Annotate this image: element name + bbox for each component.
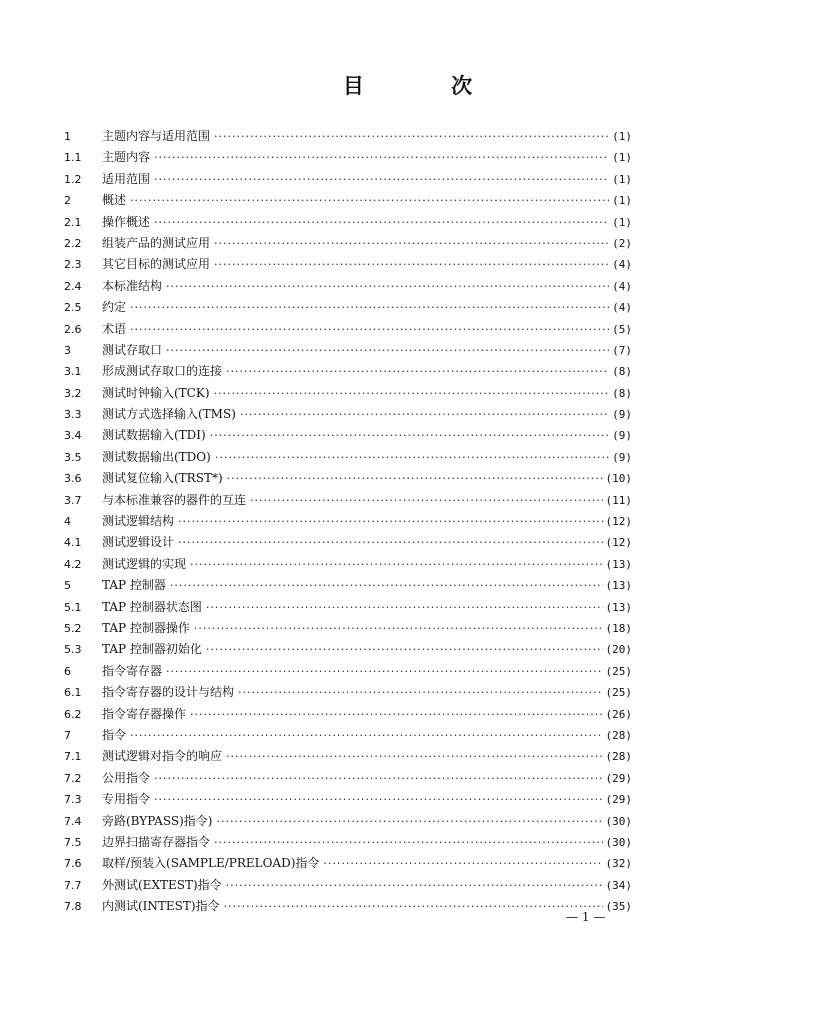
toc-entry	[64, 340, 632, 361]
toc-dot-leader	[323, 853, 602, 874]
toc-entry-page: (12)	[605, 515, 632, 529]
toc-entry-number: 2.3	[64, 258, 82, 272]
toc-entry-number: 2	[64, 194, 71, 208]
toc-entry-number: 5	[64, 579, 71, 593]
toc-dot-leader	[206, 639, 603, 660]
toc-dot-leader	[178, 532, 602, 553]
table-of-contents	[64, 126, 632, 917]
toc-entry	[64, 746, 632, 767]
toc-entry-page: (20)	[605, 643, 632, 657]
toc-entry-number: 6.2	[64, 707, 82, 721]
toc-entry-title: TAP 控制器状态图	[102, 599, 202, 614]
toc-entry	[64, 682, 632, 703]
toc-dot-leader	[210, 425, 609, 446]
toc-dot-leader	[130, 297, 609, 318]
toc-dot-leader	[166, 340, 609, 361]
toc-entry	[64, 811, 632, 832]
toc-entry-number: 7.2	[64, 771, 82, 785]
toc-entry-page: (29)	[605, 771, 632, 785]
toc-entry-number: 4.2	[64, 557, 82, 571]
toc-entry-title: 其它目标的测试应用	[102, 257, 211, 272]
toc-entry-page: (10)	[605, 472, 632, 486]
toc-entry	[64, 169, 632, 190]
toc-entry	[64, 190, 632, 211]
toc-dot-leader	[214, 383, 610, 404]
toc-entry-page: (8)	[612, 386, 632, 400]
toc-entry-title: TAP 控制器操作	[102, 620, 190, 635]
toc-entry	[64, 254, 632, 275]
toc-entry	[64, 532, 632, 553]
toc-entry-number: 3.2	[64, 386, 82, 400]
toc-entry-page: (34)	[605, 878, 632, 892]
toc-entry-number: 3.1	[64, 365, 82, 379]
toc-entry-number: 3.5	[64, 450, 82, 464]
toc-entry-title: 测试数据输入(TDI)	[102, 428, 206, 443]
toc-entry-number: 5.3	[64, 643, 82, 657]
toc-entry	[64, 404, 632, 425]
toc-entry-title: 取样/预装入(SAMPLE/PRELOAD)指令	[102, 856, 320, 871]
toc-entry-page: (4)	[612, 301, 632, 315]
toc-entry-number: 4	[64, 515, 71, 529]
toc-entry-title: 指令	[102, 727, 127, 742]
toc-dot-leader	[240, 404, 609, 425]
toc-entry-number: 5.2	[64, 621, 82, 635]
toc-entry-page: (1)	[612, 151, 632, 165]
toc-entry-page: (4)	[612, 279, 632, 293]
toc-entry-page: (28)	[605, 750, 632, 764]
toc-dot-leader	[214, 233, 609, 254]
toc-entry-title: 测试存取口	[102, 342, 163, 357]
toc-entry	[64, 597, 632, 618]
toc-entry-page: (8)	[612, 365, 632, 379]
toc-entry-number: 2.5	[64, 301, 82, 315]
toc-dot-leader	[154, 147, 609, 168]
toc-entry-page: (30)	[605, 814, 632, 828]
toc-entry-title: 与本标准兼容的器件的互连	[102, 492, 247, 507]
toc-entry-page: (25)	[605, 664, 632, 678]
toc-entry-page: (11)	[605, 493, 632, 507]
toc-entry	[64, 618, 632, 639]
toc-entry-title: 旁路(BYPASS)指令)	[102, 813, 213, 828]
toc-entry	[64, 490, 632, 511]
toc-entry-page: (5)	[612, 322, 632, 336]
toc-dot-leader	[190, 704, 602, 725]
toc-entry-title: 测试逻辑的实现	[102, 556, 187, 571]
toc-entry	[64, 832, 632, 853]
toc-entry-title: 适用范围	[102, 171, 151, 186]
toc-dot-leader	[154, 768, 602, 789]
toc-entry-title: 边界扫描寄存器指令	[102, 834, 211, 849]
toc-entry-page: (1)	[612, 215, 632, 229]
toc-entry-number: 7.5	[64, 835, 82, 849]
toc-entry	[64, 383, 632, 404]
toc-entry-number: 7.6	[64, 857, 82, 871]
toc-dot-leader	[250, 490, 602, 511]
toc-entry	[64, 896, 632, 917]
toc-dot-leader	[154, 212, 609, 233]
toc-entry-page: (9)	[612, 429, 632, 443]
toc-dot-leader	[154, 789, 602, 810]
toc-dot-leader	[130, 190, 609, 211]
toc-entry-title: TAP 控制器初始化	[102, 642, 202, 657]
toc-dot-leader	[214, 832, 602, 853]
toc-entry-title: 操作概述	[102, 214, 151, 229]
toc-dot-leader	[226, 875, 603, 896]
page-title: 目 次	[342, 73, 513, 98]
toc-entry-number: 2.4	[64, 279, 82, 293]
toc-entry	[64, 361, 632, 382]
toc-dot-leader	[166, 661, 602, 682]
toc-entry	[64, 447, 632, 468]
toc-entry-title: 形成测试存取口的连接	[102, 364, 223, 379]
toc-entry	[64, 212, 632, 233]
toc-dot-leader	[130, 725, 602, 746]
toc-entry-page: (26)	[605, 707, 632, 721]
toc-dot-leader	[226, 361, 609, 382]
toc-entry-title: 测试方式选择输入(TMS)	[102, 407, 236, 422]
toc-entry-title: 组装产品的测试应用	[102, 235, 211, 250]
toc-entry-page: (29)	[605, 793, 632, 807]
toc-entry-number: 2.2	[64, 236, 82, 250]
toc-entry-page: (13)	[605, 600, 632, 614]
toc-entry-page: (13)	[605, 557, 632, 571]
toc-entry-number: 6	[64, 664, 71, 678]
toc-entry-number: 3.3	[64, 408, 82, 422]
toc-entry-title: 概述	[102, 193, 127, 208]
toc-entry-page: (25)	[605, 686, 632, 700]
toc-entry-number: 7.1	[64, 750, 82, 764]
toc-entry-title: 指令寄存器操作	[102, 706, 187, 721]
toc-dot-leader	[194, 618, 603, 639]
toc-entry-page: (12)	[605, 536, 632, 550]
toc-entry	[64, 704, 632, 725]
toc-entry-number: 2.6	[64, 322, 82, 336]
toc-entry	[64, 147, 632, 168]
toc-entry-page: (18)	[605, 621, 632, 635]
toc-entry-number: 1.1	[64, 151, 82, 165]
toc-dot-leader	[190, 554, 602, 575]
toc-entry-title: 公用指令	[102, 770, 151, 785]
toc-entry-title: TAP 控制器	[102, 578, 166, 593]
toc-entry-title: 约定	[102, 300, 127, 315]
toc-dot-leader	[130, 319, 609, 340]
toc-entry-number: 7	[64, 728, 71, 742]
toc-entry-number: 1.2	[64, 172, 82, 186]
toc-entry-page: (13)	[605, 579, 632, 593]
toc-dot-leader	[224, 896, 603, 917]
toc-entry-number: 3.6	[64, 472, 82, 486]
toc-entry	[64, 276, 632, 297]
toc-entry-page: (32)	[605, 857, 632, 871]
toc-entry	[64, 789, 632, 810]
toc-entry-title: 专用指令	[102, 792, 151, 807]
toc-entry-number: 7.7	[64, 878, 82, 892]
toc-dot-leader	[170, 575, 603, 596]
toc-entry	[64, 768, 632, 789]
toc-entry-title: 本标准结构	[102, 278, 163, 293]
toc-entry-title: 测试逻辑设计	[102, 535, 175, 550]
toc-entry-page: (30)	[605, 835, 632, 849]
toc-entry	[64, 575, 632, 596]
toc-entry-number: 6.1	[64, 686, 82, 700]
toc-entry	[64, 639, 632, 660]
toc-entry-page: (35)	[605, 900, 632, 914]
toc-entry-title: 测试复位输入(TRST*)	[102, 471, 223, 486]
toc-entry-page: (2)	[612, 236, 632, 250]
toc-dot-leader	[215, 447, 609, 468]
toc-entry-title: 测试时钟输入(TCK)	[102, 385, 210, 400]
toc-entry-page: (1)	[612, 194, 632, 208]
toc-entry-title: 测试逻辑对指令的响应	[102, 749, 223, 764]
toc-entry-page: (9)	[612, 450, 632, 464]
toc-entry-page: (1)	[612, 130, 632, 143]
toc-entry-title: 指令寄存器的设计与结构	[102, 685, 235, 700]
toc-dot-leader	[214, 126, 609, 147]
toc-entry-number: 3.4	[64, 429, 82, 443]
toc-dot-leader	[227, 468, 603, 489]
toc-entry-number: 3.7	[64, 493, 82, 507]
toc-entry-page: (9)	[612, 408, 632, 422]
toc-entry-title: 外测试(EXTEST)指令	[102, 877, 222, 892]
page-number: — 1 —	[566, 910, 606, 924]
toc-dot-leader	[216, 811, 602, 832]
toc-dot-leader	[214, 254, 609, 275]
toc-entry-page: (4)	[612, 258, 632, 272]
toc-entry-number: 2.1	[64, 215, 82, 229]
toc-entry-page: (1)	[612, 172, 632, 186]
toc-entry-page: (7)	[612, 343, 632, 357]
toc-dot-leader	[178, 511, 602, 532]
toc-entry	[64, 126, 632, 147]
toc-entry-number: 4.1	[64, 536, 82, 550]
toc-entry	[64, 297, 632, 318]
toc-entry	[64, 853, 632, 874]
toc-dot-leader	[154, 169, 609, 190]
toc-entry	[64, 468, 632, 489]
toc-entry-number: 7.3	[64, 793, 82, 807]
toc-entry	[64, 725, 632, 746]
toc-entry-number: 3	[64, 343, 71, 357]
toc-dot-leader	[166, 276, 609, 297]
toc-entry-title: 测试数据输出(TDO)	[102, 449, 211, 464]
toc-entry	[64, 511, 632, 532]
toc-entry-page: (28)	[605, 728, 632, 742]
toc-entry-number: 5.1	[64, 600, 82, 614]
toc-entry	[64, 233, 632, 254]
toc-entry	[64, 319, 632, 340]
toc-dot-leader	[238, 682, 602, 703]
toc-entry-title: 主题内容与适用范围	[102, 129, 211, 143]
toc-entry	[64, 554, 632, 575]
toc-entry	[64, 425, 632, 446]
toc-entry-number: 1	[64, 130, 71, 143]
toc-entry-title: 主题内容	[102, 150, 151, 165]
toc-entry	[64, 661, 632, 682]
toc-dot-leader	[226, 746, 602, 767]
toc-entry-title: 内测试(INTEST)指令	[102, 899, 220, 914]
toc-entry	[64, 875, 632, 896]
toc-entry-number: 7.4	[64, 814, 82, 828]
toc-entry-number: 7.8	[64, 900, 82, 914]
toc-entry-title: 术语	[102, 321, 127, 336]
toc-dot-leader	[206, 597, 603, 618]
toc-entry-title: 测试逻辑结构	[102, 514, 175, 529]
toc-entry-title: 指令寄存器	[102, 663, 163, 678]
